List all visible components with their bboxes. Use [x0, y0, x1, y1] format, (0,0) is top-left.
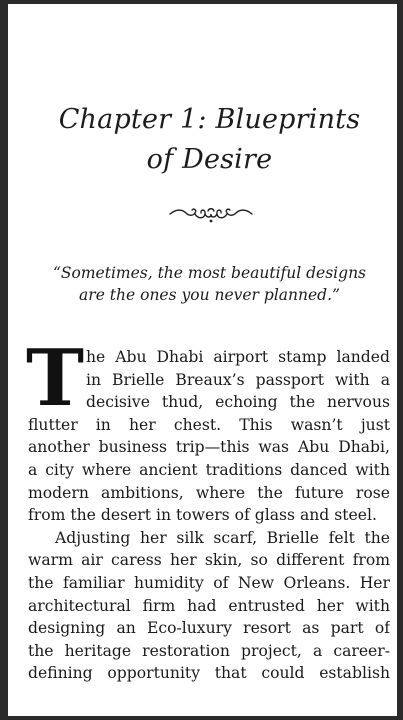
body-line: he Abu Dhabi airport stamp landed: [86, 348, 390, 366]
chapter-title-line-1: Chapter 1: Blueprints: [58, 104, 361, 135]
chapter-body-text: [28, 346, 390, 685]
body-line: decisive thud, echoing the nervous: [86, 393, 390, 412]
drop-cap-letter: T: [26, 333, 85, 424]
epigraph-quote: [38, 262, 381, 306]
body-line: the familiar humidity of New Orleans. Her: [28, 573, 390, 592]
body-line: architectural firm had entrusted her with: [28, 596, 390, 615]
body-line: modern ambitions, where the future rose: [28, 483, 390, 502]
epigraph-line-1: “Sometimes, the most beautiful designs: [52, 264, 367, 282]
body-line: from the desert in towers of glass and steel.: [28, 506, 377, 525]
body-line: in Brielle Breaux’s passport with a: [86, 370, 390, 389]
body-line: Adjusting her silk scarf, Brielle felt the: [55, 528, 390, 547]
body-line: defining opportunity that could establish: [28, 664, 390, 683]
chapter-title-line-2: of Desire: [146, 144, 273, 175]
body-line: flutter in her chest. This wasn’t just: [28, 415, 390, 434]
epigraph-line-2: are the ones you never planned.”: [79, 286, 340, 304]
flourish-ornament-icon: [168, 203, 254, 225]
body-line: designing an Eco-luxury resort as part of: [28, 619, 390, 638]
body-line: the heritage restoration project, a career-: [28, 641, 390, 660]
body-line: warm air caress her skin, so different from: [28, 551, 390, 570]
chapter-title: [28, 100, 391, 180]
body-line: a city where ancient traditions danced with: [28, 460, 390, 479]
body-line: another business trip—this was Abu Dhabi,: [28, 438, 390, 457]
